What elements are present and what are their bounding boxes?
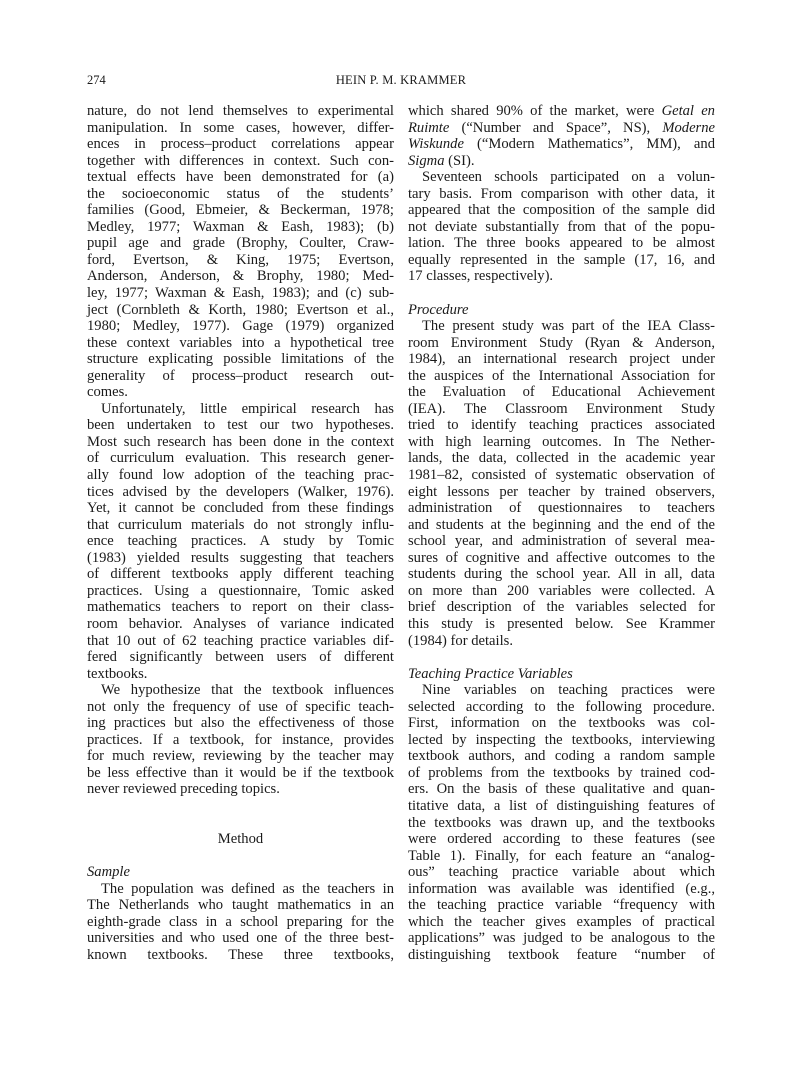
text-line: Unfortunately, little empirical research has xyxy=(101,400,394,417)
text-line xyxy=(408,153,715,170)
text-line: Most such research has been done in the context xyxy=(87,433,394,450)
text-line: ences in process–product correlations appear xyxy=(87,136,394,153)
subheading-teaching-practice-variables: Teaching Practice Variables xyxy=(408,665,573,682)
text-line: Nine variables on teaching practices were xyxy=(422,682,715,699)
text-line: for much review, reviewing by the teacher may xyxy=(87,748,394,765)
text-line: tried to identify teaching practices associated xyxy=(408,417,715,434)
text-line: room behavior. Analyses of variance indicated xyxy=(87,615,394,632)
text-line: 1980; Medley, 1977). Gage (1979) organized xyxy=(87,318,394,335)
text-line xyxy=(408,103,715,120)
text-line: and students at the beginning and the end of the xyxy=(408,516,715,533)
text-line: nature, do not lend themselves to experimental xyxy=(87,103,394,119)
text-run: (“Number and Space”, NS), xyxy=(449,119,663,136)
text-line: of curriculum evaluation. This research gener- xyxy=(87,450,394,467)
paragraph-teaching-practice-variables xyxy=(408,682,715,963)
text-line: The present study was part of the IEA Class- xyxy=(422,318,715,335)
subheading-procedure: Procedure xyxy=(408,301,469,318)
text-line: ence teaching practices. A study by Tomic xyxy=(87,533,394,550)
text-line: of different textbooks apply different teaching xyxy=(87,566,394,583)
right-column xyxy=(408,103,715,963)
text-line: We hypothesize that the textbook influences xyxy=(101,682,394,699)
text-line: generality of process–product research out- xyxy=(87,367,394,384)
text-line: lation. The three books appeared to be almost xyxy=(408,235,715,252)
text-line: ject (Cornbleth & Korth, 1980; Evertson et al., xyxy=(87,301,394,318)
running-head xyxy=(87,73,715,89)
text-line: families (Good, Ebmeier, & Beckerman, 1978; xyxy=(87,202,394,219)
textbook-title: Wiskunde xyxy=(408,136,464,153)
text-line: never reviewed preceding topics. xyxy=(87,781,280,798)
text-line: The Netherlands who taught mathematics in an xyxy=(87,897,394,914)
spacer xyxy=(87,848,394,865)
text-line: Seventeen schools participated on a volun- xyxy=(422,169,715,186)
text-line: fered significantly between users of different xyxy=(87,649,394,666)
page-number: 274 xyxy=(87,73,106,87)
text-line: structure explicating possible limitations of the xyxy=(87,351,394,368)
paragraph-textbooks xyxy=(408,103,715,169)
text-line: these context variables into a hypothetical tree xyxy=(87,334,394,351)
text-line: which the teacher gives examples of practical xyxy=(408,913,715,930)
text-line: the socioeconomic status of the students’ xyxy=(87,185,394,202)
text-line: ous” teaching practice variable about which xyxy=(408,864,715,881)
text-line xyxy=(408,120,715,137)
textbook-title: Ruimte xyxy=(408,119,450,136)
text-line: administration of questionnaires to teachers xyxy=(408,500,715,517)
paragraph-context-effects xyxy=(87,103,394,401)
text-line: lands, the data, collected in the academic year xyxy=(408,450,715,467)
text-line: not deviate substantially from that of the popu- xyxy=(408,218,715,235)
text-line: school year, and administration of several mea- xyxy=(408,533,715,550)
paragraph-hypothesis xyxy=(87,682,394,798)
text-line: universities and who used one of the three best- xyxy=(87,930,394,947)
text-line: with high learning outcomes. In The Nether- xyxy=(408,433,715,450)
text-line: known textbooks. These three textbooks, xyxy=(87,946,394,963)
text-line: eight lessons per teacher by trained observers, xyxy=(408,483,715,500)
running-title: HEIN P. M. KRAMMER xyxy=(335,73,467,87)
spacer xyxy=(87,815,394,832)
text-line: 1984), an international research project under xyxy=(408,351,715,368)
text-run: which shared 90% of the market, were xyxy=(408,103,662,119)
text-line: lected by inspecting the textbooks, interviewing xyxy=(408,731,715,748)
text-line: mathematics teachers to report on their class- xyxy=(87,599,394,616)
spacer xyxy=(87,798,394,815)
text-line: ers. On the basis of these qualitative and quan- xyxy=(408,781,715,798)
spacer xyxy=(408,649,715,666)
text-line: on more than 200 variables were collected. A xyxy=(408,582,715,599)
text-line: brief description of the variables selected for xyxy=(408,599,715,616)
text-line: room Environment Study (Ryan & Anderson, xyxy=(408,334,715,351)
text-line: distinguishing textbook feature “number of xyxy=(408,946,715,963)
text-line: Table 1). Finally, for each feature an “analog- xyxy=(408,847,715,864)
text-line: of problems from the textbooks by trained cod- xyxy=(408,764,715,781)
text-line: textual effects have been demonstrated for (a) xyxy=(87,169,394,186)
text-line: the teaching practice variable “frequency with xyxy=(408,897,715,914)
text-line xyxy=(408,136,715,153)
text-line: titative data, a list of distinguishing features of xyxy=(408,797,715,814)
text-line: eighth-grade class in a school preparing for the xyxy=(87,913,394,930)
text-line: information was available was identified (e.g., xyxy=(408,880,715,897)
text-line: together with differences in context. Such con- xyxy=(87,152,394,169)
text-line: ley, 1977; Waxman & Eash, 1983); and (c) sub- xyxy=(87,285,394,302)
textbook-title: Moderne xyxy=(662,119,715,136)
text-line: 1981–82, consisted of systematic observation of xyxy=(408,467,715,484)
text-line: applications” was judged to be analogous to the xyxy=(408,930,715,947)
text-line: tary basis. From comparison with other data, it xyxy=(408,185,715,202)
text-line: the textbooks was drawn up, and the textbooks xyxy=(408,814,715,831)
text-line: textbook authors, and coding a random sample xyxy=(408,748,715,765)
paragraph-sample xyxy=(87,881,394,964)
text-line: manipulation. In some cases, however, differ- xyxy=(87,119,394,136)
text-line: that 10 out of 62 teaching practice variables dif- xyxy=(87,632,394,649)
text-line: ing practices but also the effectiveness of those xyxy=(87,715,394,732)
text-line: (1984) for details. xyxy=(408,632,513,649)
text-run: (SI). xyxy=(444,152,475,169)
paragraph-empirical-research xyxy=(87,401,394,682)
textbook-title: Getal en xyxy=(661,103,715,119)
paragraph-procedure xyxy=(408,318,715,649)
text-line: First, information on the textbooks was col- xyxy=(408,715,715,732)
text-line: selected according to the following procedure. xyxy=(408,698,715,715)
text-line: be less effective than it would be if the textbook xyxy=(87,764,394,781)
text-line: equally represented in the sample (17, 16, and xyxy=(408,251,715,268)
text-line: were ordered according to these features (see xyxy=(408,831,715,848)
text-line: (IEA). The Classroom Environment Study xyxy=(408,400,715,417)
text-line: (1983) yielded results suggesting that teachers xyxy=(87,549,394,566)
text-line: appeared that the composition of the sample did xyxy=(408,202,715,219)
text-line: 17 classes, respectively). xyxy=(408,268,554,285)
text-line: ford, Evertson, & King, 1975; Evertson, xyxy=(87,251,394,268)
text-line: sures of cognitive and affective outcomes to the xyxy=(408,549,715,566)
text-line: practices. If a textbook, for instance, provides xyxy=(87,731,394,748)
left-column xyxy=(87,103,394,963)
spacer xyxy=(408,285,715,302)
text-line: pupil age and grade (Brophy, Coulter, Craw- xyxy=(87,235,394,252)
text-line: Yet, it cannot be concluded from these findings xyxy=(87,500,394,517)
text-line: practices. Using a questionnaire, Tomic asked xyxy=(87,582,394,599)
text-line: textbooks. xyxy=(87,665,148,682)
text-line: that curriculum materials do not strongly influ- xyxy=(87,516,394,533)
text-line: Anderson, Anderson, & Brophy, 1980; Med- xyxy=(87,268,394,285)
text-line: The population was defined as the teachers in xyxy=(101,880,394,897)
text-line: not only the frequency of use of specific teach- xyxy=(87,698,394,715)
text-line: the Evaluation of Educational Achievement xyxy=(408,384,715,401)
paragraph-schools xyxy=(408,169,715,285)
textbook-title: Sigma xyxy=(408,152,445,169)
text-line: tices advised by the developers (Walker, 1976). xyxy=(87,483,394,500)
text-line: students during the school year. All in all, data xyxy=(408,566,715,583)
subheading-sample: Sample xyxy=(87,864,130,881)
section-heading-method: Method xyxy=(217,831,264,848)
text-line: ally found low adoption of the teaching prac- xyxy=(87,467,394,484)
text-line: this study is presented below. See Krammer xyxy=(408,615,715,632)
text-run: (“Modern Mathematics”, MM), and xyxy=(463,136,715,153)
text-line: been undertaken to test our two hypotheses. xyxy=(87,417,394,434)
text-line: comes. xyxy=(87,384,128,401)
text-line: Medley, 1977; Waxman & Eash, 1983); (b) xyxy=(87,218,394,235)
text-line: the auspices of the International Association for xyxy=(408,367,715,384)
